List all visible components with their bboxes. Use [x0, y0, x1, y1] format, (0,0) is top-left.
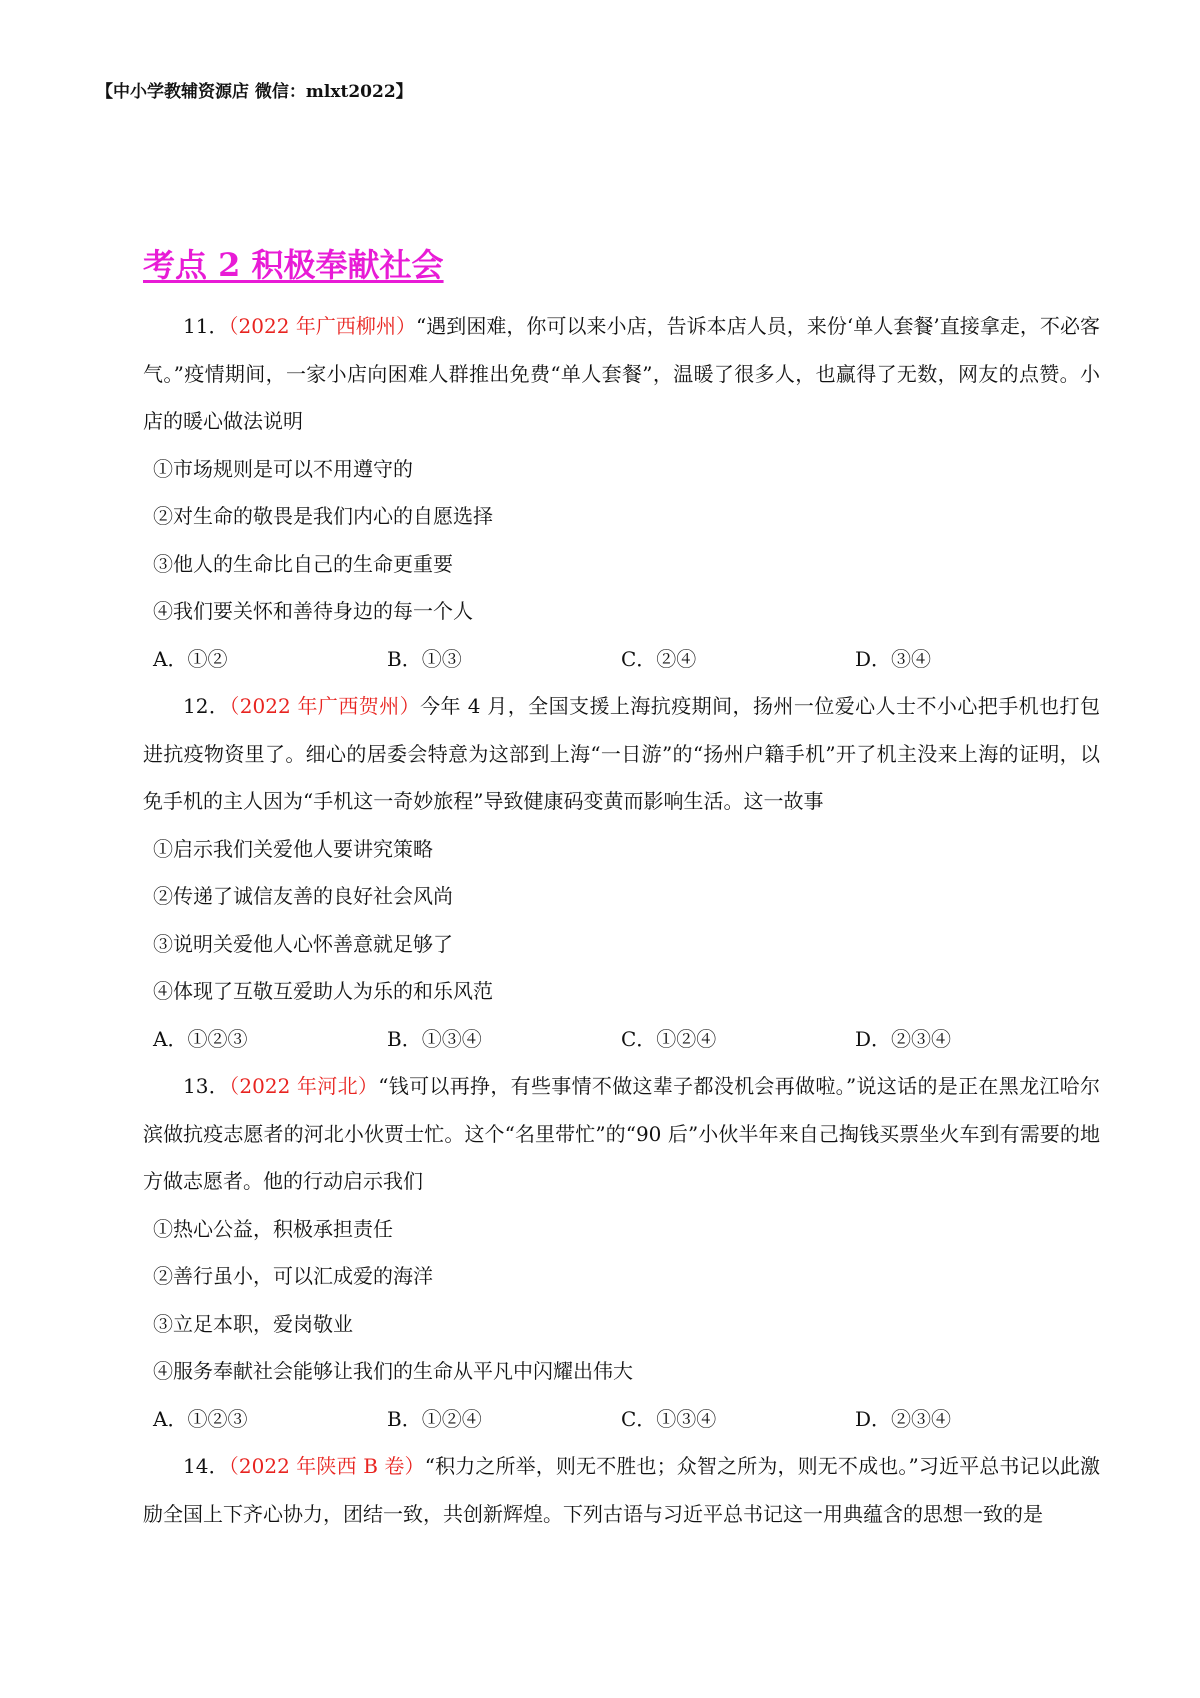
statement-option: ②对生命的敬畏是我们内心的自愿选择	[153, 504, 493, 528]
question-number: 11．	[183, 314, 229, 338]
question-stem	[143, 683, 1100, 826]
statement-option: ④服务奉献社会能够让我们的生命从平凡中闪耀出伟大	[153, 1359, 633, 1383]
question-text: 今年 4 月，全国支援上海抗疫期间，扬州一位爱心人士不小心把手机也打包进抗疫物资里了。细心的居委会特意为这部到上海“一日游”的“扬州户籍手机”开了机主没来上海的证明，以免手机的主人因为“手机这一奇妙旅程”导致健康码变黄而影响生活。这一故事	[143, 694, 1100, 813]
question-source: （2022 年广西柳州）	[228, 314, 417, 338]
question-list	[143, 303, 1100, 1538]
choice-d: D．③④	[855, 646, 932, 671]
statement-option: ③立足本职，爱岗敬业	[153, 1311, 353, 1336]
question-source: （2022 年陕西 B 卷）	[228, 1454, 425, 1478]
statement-option: ④体现了互敬互爱助人为乐的和乐风范	[153, 979, 493, 1003]
question-12	[143, 683, 1100, 1063]
question-number: 13．	[183, 1074, 230, 1098]
statement-option: ③说明关爱他人心怀善意就足够了	[153, 931, 453, 956]
answer-choices	[143, 1396, 1100, 1444]
question-13	[143, 1063, 1100, 1443]
question-text: “钱可以再挣，有些事情不做这辈子都没机会再做啦。”说这话的是正在黑龙江哈尔滨做抗疫志愿者的河北小伙贾士忙。这个“名里带忙”的“90 后”小伙半年来自己掏钱买票坐火车到有需要的地方做志愿者。他的行动启示我们	[143, 1074, 1100, 1193]
choice-b: B．①③	[387, 646, 462, 671]
choice-c: C．①②④	[621, 1026, 717, 1051]
question-11	[143, 303, 1100, 683]
choice-a: A．①②	[153, 646, 228, 671]
question-source: （2022 年河北）	[229, 1074, 379, 1098]
section-title: 考点 2 积极奉献社会	[143, 246, 444, 284]
question-stem	[143, 1443, 1100, 1538]
question-14	[143, 1443, 1100, 1538]
choice-b: B．①②④	[387, 1406, 482, 1431]
question-text: “积力之所举，则无不胜也；众智之所为，则无不成也。”习近平总书记以此激励全国上下齐心协力，团结一致，共创新辉煌。下列古语与习近平总书记这一用典蕴含的思想一致的是	[143, 1454, 1101, 1526]
choice-d: D．②③④	[855, 1026, 952, 1051]
question-number: 14．	[183, 1454, 229, 1478]
header-note: 【中小学教辅资源店 微信：mlxt2022】	[96, 82, 413, 102]
statement-option: ①热心公益，积极承担责任	[153, 1216, 393, 1241]
statement-option: ①启示我们关爱他人要讲究策略	[153, 836, 433, 861]
answer-choices	[143, 1016, 1100, 1064]
question-number: 12．	[183, 694, 230, 718]
choice-c: C．②④	[621, 646, 697, 671]
choice-c: C．①③④	[621, 1406, 717, 1431]
statement-option: ①市场规则是可以不用遵守的	[153, 456, 413, 481]
statement-option: ③他人的生命比自己的生命更重要	[153, 551, 453, 576]
answer-choices	[143, 636, 1100, 684]
statement-option: ④我们要关怀和善待身边的每一个人	[153, 599, 473, 623]
question-stem	[143, 1063, 1100, 1206]
choice-a: A．①②③	[153, 1026, 248, 1051]
question-stem	[143, 303, 1100, 446]
choice-d: D．②③④	[855, 1406, 952, 1431]
question-source: （2022 年广西贺州）	[229, 694, 421, 718]
statement-option: ②善行虽小，可以汇成爱的海洋	[153, 1264, 433, 1288]
choice-b: B．①③④	[387, 1026, 482, 1051]
question-text: “遇到困难，你可以来小店，告诉本店人员，来份‘单人套餐’直接拿走，不必客气。”疫情期间，一家小店向困难人群推出免费“单人套餐”，温暖了很多人，也赢得了无数，网友的点赞。小店的暖心做法说明	[143, 314, 1100, 433]
statement-option: ②传递了诚信友善的良好社会风尚	[153, 884, 453, 908]
choice-a: A．①②③	[153, 1406, 248, 1431]
